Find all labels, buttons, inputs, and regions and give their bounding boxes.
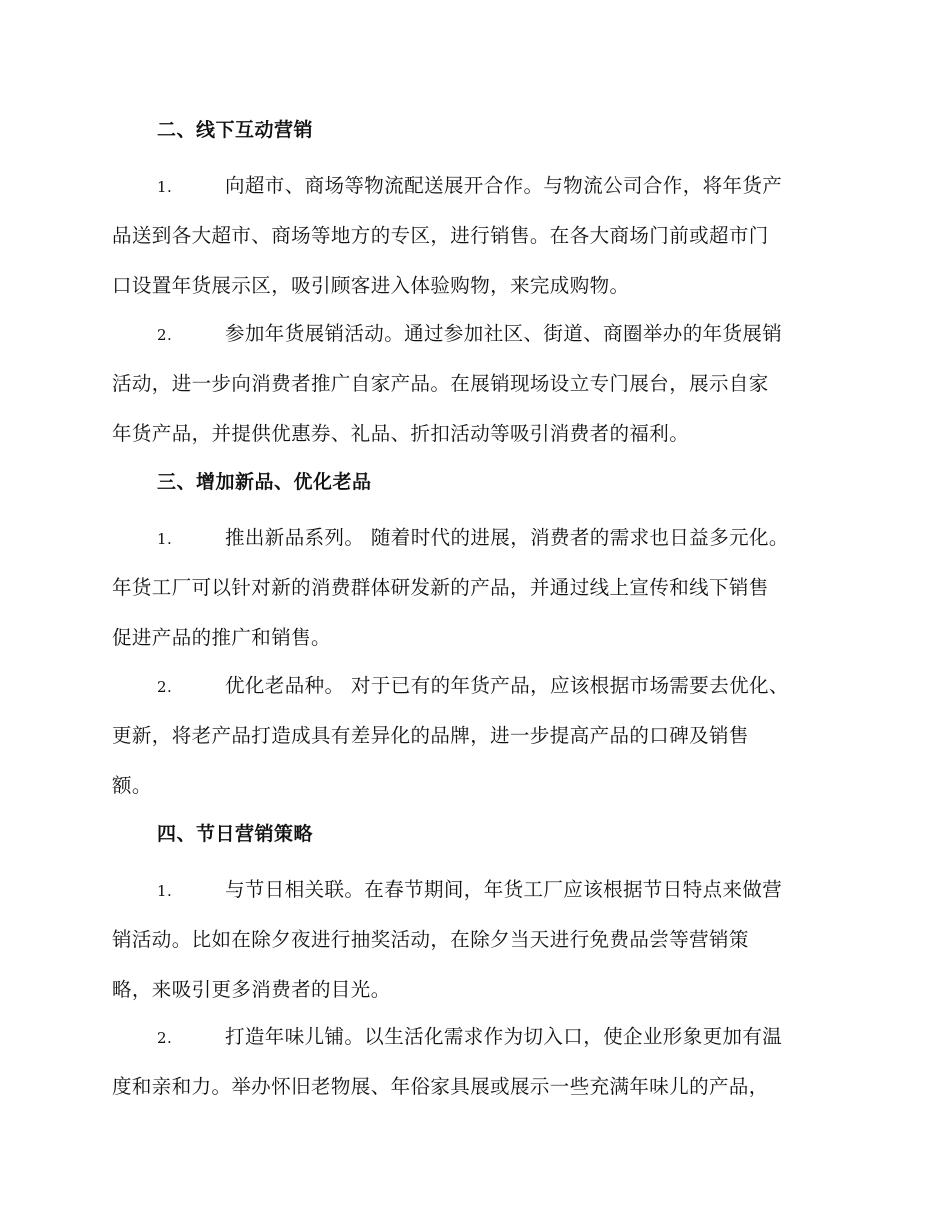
line-text: 参加年货展销活动。通过参加社区、街道、商圈举办的年货展销 xyxy=(225,322,783,345)
paragraph-line: 销活动。比如在除夕夜进行抽奖活动，在除夕当天进行免费品尝等营销策 xyxy=(112,928,749,951)
item-number: 2. xyxy=(157,326,173,344)
paragraph-line: 促进产品的推广和销售。 xyxy=(112,626,331,649)
paragraph-line: 品送到各大超市、商场等地方的专区，进行销售。在各大商场门前或超市门 xyxy=(112,224,769,247)
line-text: 打造年味儿铺。以生活化需求作为切入口，使企业形象更加有温 xyxy=(225,1025,783,1048)
line-text: 向超市、商场等物流配送展开合作。与物流公司合作，将年货产 xyxy=(225,174,783,197)
list-item xyxy=(112,661,834,811)
list-item xyxy=(112,513,834,663)
paragraph-line: 口设置年货展示区，吸引顾客进入体验购物，来完成购物。 xyxy=(112,274,630,297)
item-number: 1. xyxy=(157,530,173,548)
paragraph-line: 额。 xyxy=(112,774,152,797)
line-text: 推出新品系列。 随着时代的进展，消费者的需求也日益多元化。 xyxy=(225,526,789,549)
item-number: 1. xyxy=(157,178,173,196)
line-text: 与节日相关联。在春节期间，年货工厂应该根据节日特点来做营 xyxy=(225,878,783,901)
section-heading-4: 四、节日营销策略 xyxy=(157,823,314,845)
paragraph-line: 略，来吸引更多消费者的目光。 xyxy=(112,978,391,1001)
line-text: 优化老品种。 对于已有的年货产品，应该根据市场需要去优化、 xyxy=(225,674,789,697)
list-item xyxy=(112,309,834,459)
paragraph-line: 度和亲和力。举办怀旧老物展、年俗家具展或展示一些充满年味儿的产品， xyxy=(112,1075,769,1098)
paragraph-line: 更新，将老产品打造成具有差异化的品牌，进一步提高产品的口碑及销售 xyxy=(112,724,749,747)
paragraph-line xyxy=(112,161,834,211)
paragraph-line: 年货工厂可以针对新的消费群体研发新的产品，并通过线上宣传和线下销售 xyxy=(112,576,769,599)
list-item xyxy=(112,161,834,311)
paragraph-line: 活动，进一步向消费者推广自家产品。在展销现场设立专门展台，展示自家 xyxy=(112,372,769,395)
paragraph-line xyxy=(112,309,834,359)
section-heading-2: 二、线下互动营销 xyxy=(157,119,314,141)
list-item xyxy=(112,1012,834,1112)
item-number: 2. xyxy=(157,678,173,696)
paragraph-line xyxy=(112,865,834,915)
paragraph-line xyxy=(112,513,834,563)
paragraph-line xyxy=(112,661,834,711)
paragraph-line: 年货产品，并提供优惠券、礼品、折扣活动等吸引消费者的福利。 xyxy=(112,422,690,445)
item-number: 1. xyxy=(157,882,173,900)
section-heading-3: 三、增加新品、优化老品 xyxy=(157,471,372,493)
item-number: 2. xyxy=(157,1029,173,1047)
list-item xyxy=(112,865,834,1015)
paragraph-line xyxy=(112,1012,834,1062)
